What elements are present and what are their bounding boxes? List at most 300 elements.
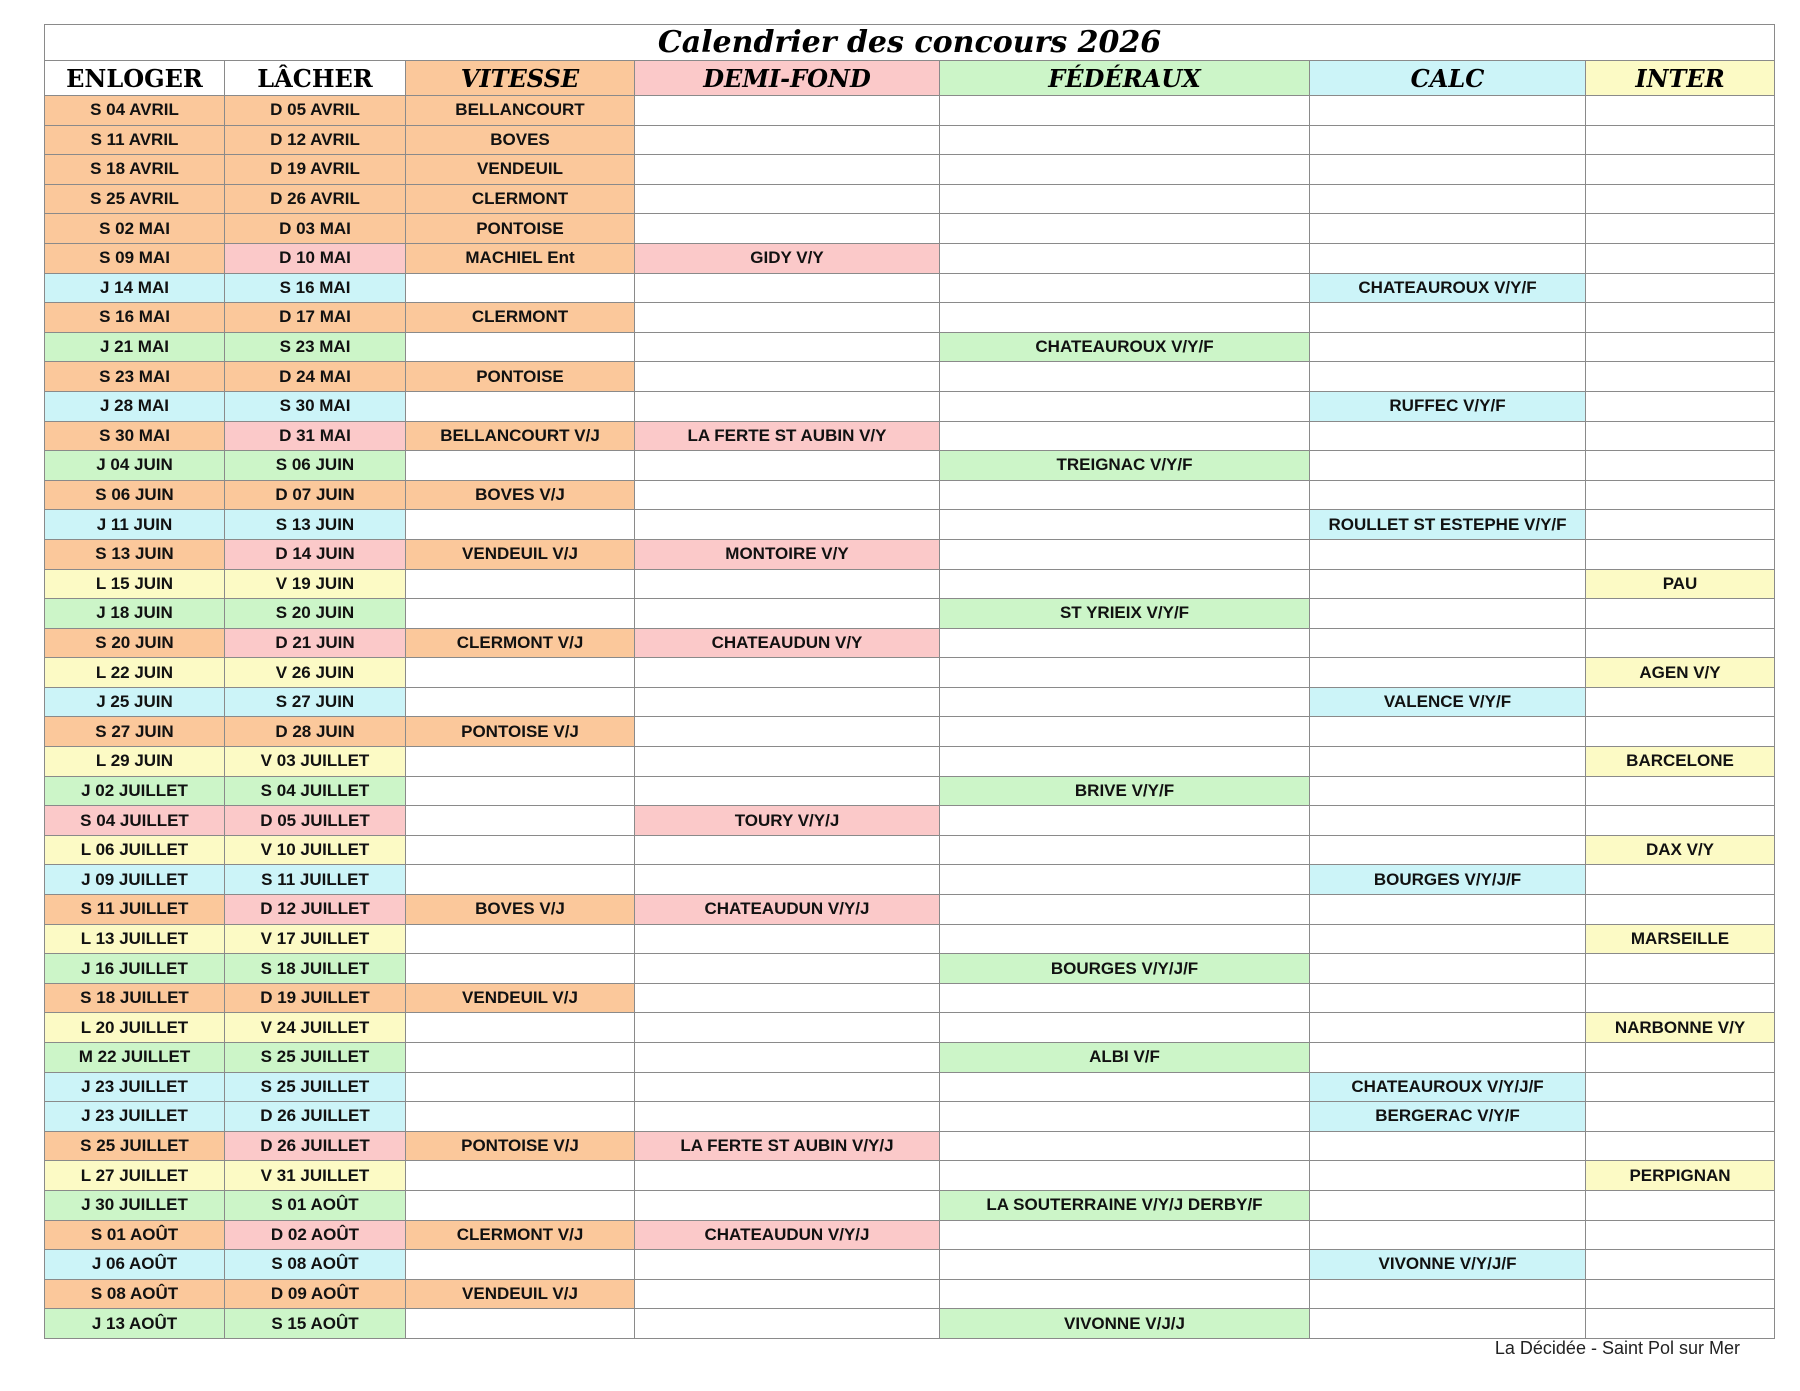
cell-calc: [1310, 776, 1586, 806]
cell-calc: [1310, 184, 1586, 214]
cell-lacher: V 31 JUILLET: [225, 1161, 406, 1191]
cell-federaux: [940, 184, 1310, 214]
cell-federaux: [940, 303, 1310, 333]
cell-calc: [1310, 1161, 1586, 1191]
cell-enloger: S 30 MAI: [45, 421, 225, 451]
cell-lacher: S 13 JUIN: [225, 510, 406, 540]
cell-enloger: S 01 AOÛT: [45, 1220, 225, 1250]
cell-vitesse: [406, 451, 635, 481]
cell-calc: [1310, 954, 1586, 984]
cell-federaux: [940, 569, 1310, 599]
cell-federaux: [940, 421, 1310, 451]
cell-calc: [1310, 421, 1586, 451]
cell-demi-fond: [635, 983, 940, 1013]
cell-enloger: S 09 MAI: [45, 243, 225, 273]
cell-enloger: S 16 MAI: [45, 303, 225, 333]
cell-federaux: [940, 1102, 1310, 1132]
cell-calc: ROULLET ST ESTEPHE V/Y/F: [1310, 510, 1586, 540]
cell-federaux: [940, 628, 1310, 658]
cell-federaux: [940, 510, 1310, 540]
table-title: Calendrier des concours 2026: [45, 25, 1775, 61]
cell-calc: [1310, 1043, 1586, 1073]
cell-vitesse: BELLANCOURT V/J: [406, 421, 635, 451]
cell-demi-fond: [635, 451, 940, 481]
cell-demi-fond: [635, 184, 940, 214]
cell-vitesse: [406, 273, 635, 303]
cell-lacher: S 16 MAI: [225, 273, 406, 303]
cell-inter: [1586, 1309, 1775, 1339]
table-row: [45, 480, 1775, 510]
table-row: [45, 569, 1775, 599]
table-row: [45, 96, 1775, 126]
cell-calc: [1310, 1279, 1586, 1309]
cell-inter: [1586, 96, 1775, 126]
cell-vitesse: CLERMONT: [406, 303, 635, 333]
cell-vitesse: PONTOISE: [406, 362, 635, 392]
cell-vitesse: VENDEUIL: [406, 155, 635, 185]
cell-inter: [1586, 687, 1775, 717]
cell-lacher: V 26 JUIN: [225, 658, 406, 688]
cell-inter: [1586, 1043, 1775, 1073]
cell-inter: [1586, 717, 1775, 747]
table-row: [45, 687, 1775, 717]
cell-inter: [1586, 214, 1775, 244]
cell-vitesse: PONTOISE V/J: [406, 717, 635, 747]
cell-lacher: D 05 AVRIL: [225, 96, 406, 126]
cell-lacher: D 17 MAI: [225, 303, 406, 333]
cell-calc: [1310, 1131, 1586, 1161]
cell-calc: RUFFEC V/Y/F: [1310, 391, 1586, 421]
competition-calendar-table: [44, 24, 1775, 1339]
cell-lacher: S 23 MAI: [225, 332, 406, 362]
cell-calc: [1310, 451, 1586, 481]
cell-enloger: J 14 MAI: [45, 273, 225, 303]
cell-lacher: S 18 JUILLET: [225, 954, 406, 984]
table-row: [45, 865, 1775, 895]
cell-enloger: S 04 AVRIL: [45, 96, 225, 126]
table-row: [45, 895, 1775, 925]
cell-lacher: D 21 JUIN: [225, 628, 406, 658]
cell-calc: [1310, 717, 1586, 747]
cell-calc: VALENCE V/Y/F: [1310, 687, 1586, 717]
table-row: [45, 1161, 1775, 1191]
cell-federaux: [940, 214, 1310, 244]
cell-calc: [1310, 96, 1586, 126]
cell-federaux: [940, 924, 1310, 954]
cell-inter: [1586, 362, 1775, 392]
cell-lacher: V 17 JUILLET: [225, 924, 406, 954]
cell-inter: PERPIGNAN: [1586, 1161, 1775, 1191]
cell-enloger: S 06 JUIN: [45, 480, 225, 510]
table-row: [45, 628, 1775, 658]
cell-inter: [1586, 332, 1775, 362]
cell-federaux: [940, 717, 1310, 747]
cell-calc: [1310, 569, 1586, 599]
cell-federaux: [940, 273, 1310, 303]
column-header-lacher: LÂCHER: [225, 61, 406, 96]
cell-lacher: D 24 MAI: [225, 362, 406, 392]
cell-lacher: D 12 AVRIL: [225, 125, 406, 155]
cell-demi-fond: [635, 214, 940, 244]
cell-vitesse: [406, 391, 635, 421]
table-row: [45, 747, 1775, 777]
cell-inter: AGEN V/Y: [1586, 658, 1775, 688]
cell-vitesse: BOVES V/J: [406, 895, 635, 925]
cell-calc: [1310, 243, 1586, 273]
cell-vitesse: PONTOISE V/J: [406, 1131, 635, 1161]
cell-inter: DAX V/Y: [1586, 835, 1775, 865]
cell-demi-fond: CHATEAUDUN V/Y: [635, 628, 940, 658]
cell-enloger: J 23 JUILLET: [45, 1072, 225, 1102]
cell-lacher: D 12 JUILLET: [225, 895, 406, 925]
cell-demi-fond: [635, 510, 940, 540]
cell-calc: [1310, 125, 1586, 155]
table-row: [45, 1190, 1775, 1220]
cell-calc: [1310, 599, 1586, 629]
cell-vitesse: [406, 1102, 635, 1132]
cell-vitesse: [406, 776, 635, 806]
cell-federaux: ALBI V/F: [940, 1043, 1310, 1073]
cell-calc: [1310, 628, 1586, 658]
cell-enloger: J 25 JUIN: [45, 687, 225, 717]
cell-federaux: [940, 1161, 1310, 1191]
cell-inter: NARBONNE V/Y: [1586, 1013, 1775, 1043]
cell-demi-fond: [635, 717, 940, 747]
cell-inter: [1586, 451, 1775, 481]
cell-enloger: S 20 JUIN: [45, 628, 225, 658]
cell-enloger: L 13 JUILLET: [45, 924, 225, 954]
cell-vitesse: [406, 1013, 635, 1043]
cell-enloger: L 20 JUILLET: [45, 1013, 225, 1043]
cell-calc: [1310, 1190, 1586, 1220]
cell-vitesse: [406, 924, 635, 954]
cell-vitesse: [406, 1309, 635, 1339]
cell-lacher: D 14 JUIN: [225, 539, 406, 569]
cell-enloger: S 23 MAI: [45, 362, 225, 392]
cell-demi-fond: LA FERTE ST AUBIN V/Y: [635, 421, 940, 451]
cell-calc: [1310, 658, 1586, 688]
table-row: [45, 717, 1775, 747]
table-row: [45, 1072, 1775, 1102]
cell-federaux: [940, 806, 1310, 836]
cell-vitesse: [406, 1043, 635, 1073]
table-row: [45, 1102, 1775, 1132]
cell-lacher: V 19 JUIN: [225, 569, 406, 599]
cell-lacher: V 24 JUILLET: [225, 1013, 406, 1043]
column-header-vitesse: VITESSE: [406, 61, 635, 96]
cell-federaux: [940, 391, 1310, 421]
cell-demi-fond: [635, 303, 940, 333]
cell-federaux: [940, 1131, 1310, 1161]
cell-lacher: S 06 JUIN: [225, 451, 406, 481]
cell-inter: [1586, 421, 1775, 451]
cell-enloger: J 21 MAI: [45, 332, 225, 362]
cell-inter: [1586, 1072, 1775, 1102]
cell-demi-fond: [635, 1279, 940, 1309]
table-row: [45, 1013, 1775, 1043]
cell-calc: [1310, 539, 1586, 569]
cell-vitesse: [406, 1072, 635, 1102]
table-row: [45, 510, 1775, 540]
cell-vitesse: [406, 954, 635, 984]
cell-lacher: S 27 JUIN: [225, 687, 406, 717]
cell-calc: VIVONNE V/Y/J/F: [1310, 1250, 1586, 1280]
cell-enloger: L 15 JUIN: [45, 569, 225, 599]
table-row: [45, 155, 1775, 185]
cell-inter: [1586, 776, 1775, 806]
table-row: [45, 658, 1775, 688]
cell-enloger: L 27 JUILLET: [45, 1161, 225, 1191]
cell-calc: [1310, 806, 1586, 836]
cell-enloger: S 11 JUILLET: [45, 895, 225, 925]
cell-demi-fond: [635, 658, 940, 688]
table-row: [45, 954, 1775, 984]
cell-vitesse: BELLANCOURT: [406, 96, 635, 126]
cell-vitesse: BOVES V/J: [406, 480, 635, 510]
cell-lacher: S 11 JUILLET: [225, 865, 406, 895]
cell-demi-fond: [635, 687, 940, 717]
table-row: [45, 1279, 1775, 1309]
cell-lacher: S 04 JUILLET: [225, 776, 406, 806]
cell-federaux: [940, 480, 1310, 510]
table-row: [45, 983, 1775, 1013]
cell-enloger: L 06 JUILLET: [45, 835, 225, 865]
cell-vitesse: [406, 332, 635, 362]
cell-federaux: [940, 747, 1310, 777]
cell-calc: [1310, 480, 1586, 510]
cell-demi-fond: LA FERTE ST AUBIN V/Y/J: [635, 1131, 940, 1161]
cell-vitesse: [406, 1190, 635, 1220]
cell-federaux: [940, 865, 1310, 895]
cell-inter: PAU: [1586, 569, 1775, 599]
cell-vitesse: [406, 687, 635, 717]
table-row: [45, 1309, 1775, 1339]
cell-enloger: J 06 AOÛT: [45, 1250, 225, 1280]
cell-demi-fond: [635, 155, 940, 185]
cell-federaux: [940, 895, 1310, 925]
column-header-row: [45, 61, 1775, 96]
cell-lacher: S 30 MAI: [225, 391, 406, 421]
cell-enloger: L 22 JUIN: [45, 658, 225, 688]
cell-federaux: [940, 658, 1310, 688]
table-row: [45, 539, 1775, 569]
cell-inter: [1586, 895, 1775, 925]
cell-federaux: TREIGNAC V/Y/F: [940, 451, 1310, 481]
cell-demi-fond: [635, 599, 940, 629]
cell-lacher: V 03 JUILLET: [225, 747, 406, 777]
cell-enloger: J 11 JUIN: [45, 510, 225, 540]
table-row: [45, 806, 1775, 836]
table-row: [45, 421, 1775, 451]
cell-vitesse: VENDEUIL V/J: [406, 1279, 635, 1309]
cell-inter: BARCELONE: [1586, 747, 1775, 777]
cell-federaux: [940, 539, 1310, 569]
cell-inter: [1586, 1102, 1775, 1132]
table-row: [45, 214, 1775, 244]
cell-vitesse: [406, 510, 635, 540]
cell-enloger: S 27 JUIN: [45, 717, 225, 747]
cell-lacher: D 09 AOÛT: [225, 1279, 406, 1309]
cell-lacher: D 05 JUILLET: [225, 806, 406, 836]
cell-inter: [1586, 510, 1775, 540]
cell-enloger: J 18 JUIN: [45, 599, 225, 629]
cell-calc: CHATEAUROUX V/Y/F: [1310, 273, 1586, 303]
cell-demi-fond: [635, 391, 940, 421]
cell-inter: [1586, 628, 1775, 658]
cell-demi-fond: [635, 1102, 940, 1132]
cell-enloger: J 09 JUILLET: [45, 865, 225, 895]
cell-federaux: CHATEAUROUX V/Y/F: [940, 332, 1310, 362]
cell-inter: [1586, 184, 1775, 214]
cell-inter: [1586, 155, 1775, 185]
cell-enloger: S 13 JUIN: [45, 539, 225, 569]
table-row: [45, 451, 1775, 481]
cell-lacher: D 26 AVRIL: [225, 184, 406, 214]
cell-demi-fond: [635, 954, 940, 984]
cell-enloger: L 29 JUIN: [45, 747, 225, 777]
cell-federaux: [940, 155, 1310, 185]
table-row: [45, 362, 1775, 392]
cell-federaux: [940, 1072, 1310, 1102]
cell-enloger: S 25 AVRIL: [45, 184, 225, 214]
cell-demi-fond: [635, 1161, 940, 1191]
cell-enloger: S 08 AOÛT: [45, 1279, 225, 1309]
table-row: [45, 835, 1775, 865]
table-row: [45, 1220, 1775, 1250]
cell-lacher: S 15 AOÛT: [225, 1309, 406, 1339]
calendar-body: [45, 96, 1775, 1339]
cell-vitesse: [406, 835, 635, 865]
cell-calc: [1310, 983, 1586, 1013]
cell-vitesse: CLERMONT V/J: [406, 1220, 635, 1250]
table-row: [45, 184, 1775, 214]
cell-demi-fond: [635, 865, 940, 895]
cell-vitesse: [406, 806, 635, 836]
cell-inter: [1586, 954, 1775, 984]
table-row: [45, 303, 1775, 333]
cell-federaux: VIVONNE V/J/J: [940, 1309, 1310, 1339]
cell-demi-fond: [635, 332, 940, 362]
cell-lacher: S 08 AOÛT: [225, 1250, 406, 1280]
table-row: [45, 776, 1775, 806]
cell-calc: [1310, 924, 1586, 954]
cell-enloger: J 16 JUILLET: [45, 954, 225, 984]
cell-vitesse: CLERMONT V/J: [406, 628, 635, 658]
cell-inter: [1586, 539, 1775, 569]
cell-demi-fond: [635, 480, 940, 510]
cell-demi-fond: [635, 1250, 940, 1280]
cell-demi-fond: [635, 362, 940, 392]
column-header-inter: INTER: [1586, 61, 1775, 96]
cell-inter: [1586, 1131, 1775, 1161]
cell-demi-fond: [635, 776, 940, 806]
cell-enloger: J 13 AOÛT: [45, 1309, 225, 1339]
cell-federaux: [940, 362, 1310, 392]
cell-demi-fond: [635, 125, 940, 155]
cell-lacher: D 26 JUILLET: [225, 1131, 406, 1161]
cell-vitesse: CLERMONT: [406, 184, 635, 214]
cell-inter: [1586, 1220, 1775, 1250]
cell-inter: MARSEILLE: [1586, 924, 1775, 954]
table-row: [45, 924, 1775, 954]
cell-enloger: S 25 JUILLET: [45, 1131, 225, 1161]
cell-vitesse: [406, 658, 635, 688]
column-header-calc: CALC: [1310, 61, 1586, 96]
table-row: [45, 125, 1775, 155]
cell-calc: [1310, 835, 1586, 865]
cell-inter: [1586, 599, 1775, 629]
cell-calc: BOURGES V/Y/J/F: [1310, 865, 1586, 895]
cell-federaux: [940, 1013, 1310, 1043]
cell-vitesse: [406, 1161, 635, 1191]
cell-lacher: D 07 JUIN: [225, 480, 406, 510]
cell-federaux: ST YRIEIX V/Y/F: [940, 599, 1310, 629]
column-header-enloger: ENLOGER: [45, 61, 225, 96]
cell-vitesse: BOVES: [406, 125, 635, 155]
cell-enloger: S 04 JUILLET: [45, 806, 225, 836]
cell-demi-fond: [635, 747, 940, 777]
cell-federaux: LA SOUTERRAINE V/Y/J DERBY/F: [940, 1190, 1310, 1220]
cell-demi-fond: [635, 1309, 940, 1339]
cell-vitesse: VENDEUIL V/J: [406, 983, 635, 1013]
cell-federaux: [940, 1279, 1310, 1309]
cell-federaux: [940, 687, 1310, 717]
cell-demi-fond: [635, 1072, 940, 1102]
cell-inter: [1586, 243, 1775, 273]
cell-calc: [1310, 155, 1586, 185]
table-row: [45, 599, 1775, 629]
cell-calc: [1310, 303, 1586, 333]
cell-demi-fond: [635, 96, 940, 126]
cell-inter: [1586, 273, 1775, 303]
cell-enloger: S 02 MAI: [45, 214, 225, 244]
cell-lacher: S 25 JUILLET: [225, 1072, 406, 1102]
table-row: [45, 273, 1775, 303]
cell-calc: [1310, 895, 1586, 925]
cell-vitesse: [406, 865, 635, 895]
cell-lacher: D 02 AOÛT: [225, 1220, 406, 1250]
cell-federaux: [940, 1250, 1310, 1280]
cell-demi-fond: [635, 1013, 940, 1043]
title-row: [45, 25, 1775, 61]
cell-inter: [1586, 1250, 1775, 1280]
cell-enloger: J 30 JUILLET: [45, 1190, 225, 1220]
cell-lacher: D 19 AVRIL: [225, 155, 406, 185]
cell-lacher: D 19 JUILLET: [225, 983, 406, 1013]
cell-demi-fond: TOURY V/Y/J: [635, 806, 940, 836]
cell-vitesse: MACHIEL Ent: [406, 243, 635, 273]
cell-federaux: [940, 96, 1310, 126]
cell-demi-fond: CHATEAUDUN V/Y/J: [635, 1220, 940, 1250]
cell-calc: [1310, 1013, 1586, 1043]
cell-inter: [1586, 1190, 1775, 1220]
cell-inter: [1586, 391, 1775, 421]
cell-demi-fond: [635, 924, 940, 954]
cell-federaux: [940, 983, 1310, 1013]
cell-federaux: [940, 835, 1310, 865]
cell-calc: [1310, 747, 1586, 777]
cell-lacher: D 31 MAI: [225, 421, 406, 451]
cell-demi-fond: [635, 835, 940, 865]
cell-demi-fond: [635, 273, 940, 303]
cell-lacher: S 25 JUILLET: [225, 1043, 406, 1073]
cell-demi-fond: MONTOIRE V/Y: [635, 539, 940, 569]
table-row: [45, 1250, 1775, 1280]
cell-vitesse: [406, 1250, 635, 1280]
cell-enloger: M 22 JUILLET: [45, 1043, 225, 1073]
cell-lacher: D 03 MAI: [225, 214, 406, 244]
cell-inter: [1586, 303, 1775, 333]
